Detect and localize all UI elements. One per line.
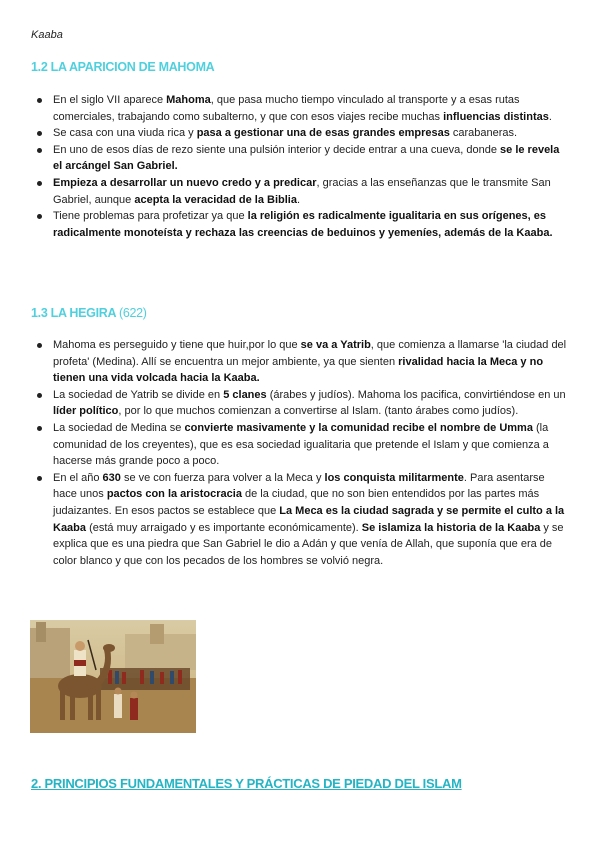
list-item — [31, 175, 571, 208]
bold-text: se va a Yatrib — [300, 339, 371, 351]
bold-text: Empieza a desarrollar un nuevo credo y a predicar — [53, 176, 317, 189]
list-item — [31, 387, 571, 420]
text-run: (la comunidad de los creyentes), que es esa sociedad igualitaria que pretende el Islam y que comienza a hacerse más grande poco a poco. — [53, 421, 549, 468]
text-run: En el siglo VII aparece — [53, 94, 167, 106]
text-run: La sociedad de Yatrib se divide en — [53, 388, 224, 401]
text-run: . Para asentarse hace unos — [53, 471, 545, 501]
text-run: y se explica que es una piedra que San Gabriel le dio a Adán y que venía de Allah, que suponía que era de color blanco y que con los pecados de los hombres se volvió negra. — [53, 521, 564, 567]
text-run: En el año — [53, 471, 103, 484]
section-heading-2[interactable]: 2. PRINCIPIOS FUNDAMENTALES Y PRÁCTICAS DE PIEDAD DEL ISLAM — [31, 776, 462, 791]
text-run: (está muy arraigado y es importante económicamente). — [86, 521, 362, 534]
list-item — [31, 142, 571, 175]
text-run: En uno de esos días de rezo siente una pulsión interior y decide entrar a una cueva, donde — [53, 143, 501, 156]
bold-text: La Meca es la ciudad sagrada y se permite el culto a la Kaaba — [53, 504, 565, 534]
text-run: Mahoma es perseguido y tiene que huir,por lo que — [53, 339, 301, 351]
text-run: , gracias a las enseñanzas que le transmite San Gabriel, aunque — [53, 176, 551, 206]
bold-text: convierte masivamente y la comunidad recibe el nombre de Umma — [184, 421, 533, 434]
section-heading-1-3-title: 1.3 LA HEGIRA — [31, 306, 119, 320]
text-run: La sociedad de Medina se — [53, 421, 185, 434]
bold-text: se le revela el arcángel San Gabriel. — [53, 143, 560, 173]
bullet-list-1-3 — [31, 337, 571, 569]
list-item — [31, 420, 571, 470]
text-run: carabaneras. — [449, 127, 518, 140]
section-heading-1-2: 1.2 LA APARICION DE MAHOMA — [31, 60, 215, 74]
bold-text: rivalidad hacia la Meca y no tienen una vida volcada hacia la Kaaba. — [53, 355, 544, 385]
text-run: , por lo que muchos comienzan a convertirse al Islam. (tanto árabes como judíos). — [118, 405, 519, 418]
bullet-list-1-2 — [31, 92, 571, 241]
bold-text: acepta la veracidad de la Biblia — [134, 193, 297, 206]
text-run: (árabes y judíos). Mahoma los pacifica, convirtiéndose en un — [266, 388, 566, 401]
caravan-illustration-svg — [30, 620, 196, 733]
list-item — [31, 92, 571, 125]
image-caption: Kaaba — [31, 29, 63, 41]
list-item — [31, 125, 571, 142]
section-heading-1-3-year: (622) — [118, 306, 147, 320]
bold-text: Mahoma — [166, 94, 211, 106]
text-run: de la ciudad, que no son bien entendidos por las partes más judaizantes. En esos pactos se establece que — [53, 488, 540, 517]
text-run: Tiene problemas para profetizar ya que — [53, 210, 248, 223]
section-heading-1-3 — [31, 306, 147, 320]
bold-text: influencias distintas — [443, 110, 549, 123]
text-run: se ve con fuerza para volver a la Meca y — [120, 471, 325, 484]
text-run: . — [296, 193, 301, 206]
bold-text: pasa a gestionar una de esas grandes empresas — [196, 127, 450, 140]
bold-text: la religión es radicalmente igualitaria en sus orígenes, es radicalmente monoteísta y rechaza las creencias de beduinos y yemeníes, además de la Kaaba. — [53, 210, 553, 239]
list-item — [31, 470, 571, 570]
text-run: Se casa con una viuda rica y — [53, 127, 197, 140]
text-run: , que pasa mucho tiempo vinculado al transporte y a esas rutas comerciales, trabajando como subalterno, y que con esos viajes recibe muchas — [53, 94, 520, 123]
list-item — [31, 337, 571, 387]
text-run: , que comienza a llamarse 'la ciudad del profeta' (Medina). Allí se encuentra un mejor ambiente, ya que sienten — [53, 339, 567, 368]
text-run: . — [548, 110, 552, 123]
bold-text: 5 clanes — [223, 388, 267, 401]
bold-text: los conquista militarmente — [324, 471, 464, 484]
illustration-caravan-image — [30, 620, 196, 733]
list-item — [31, 208, 571, 241]
bold-text: Se islamiza la historia de la Kaaba — [361, 521, 541, 534]
bold-text: pactos con la aristocracia — [106, 488, 242, 501]
bold-text: líder político — [53, 405, 119, 418]
bold-text: 630 — [102, 471, 121, 484]
